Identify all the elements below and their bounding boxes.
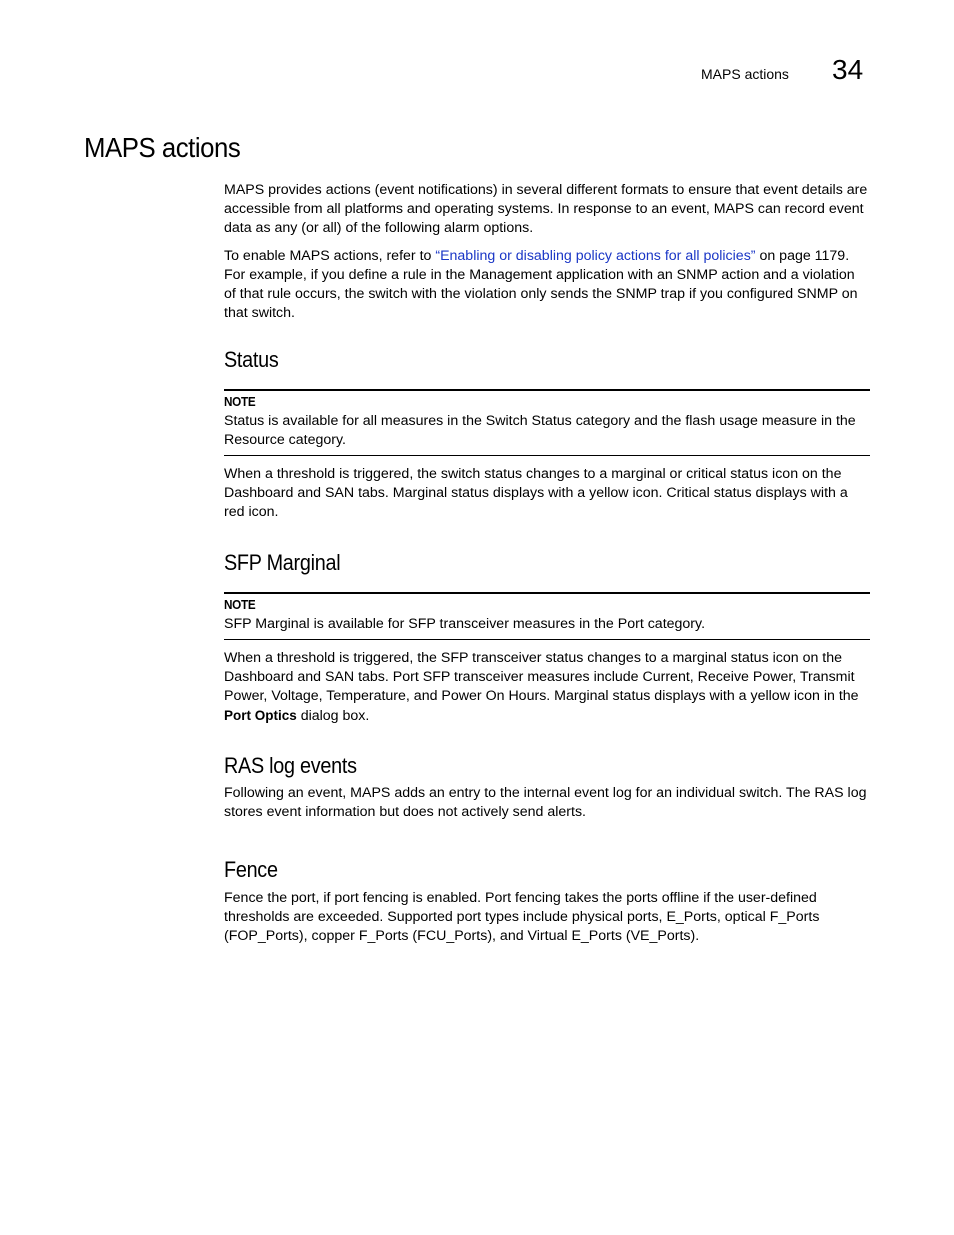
- note-label: NOTE: [224, 597, 256, 612]
- sfp-note: [224, 592, 870, 640]
- sfp-section: [224, 550, 870, 726]
- intro-p2-before: To enable MAPS actions, refer to: [224, 248, 436, 264]
- chapter-number: 34: [832, 54, 864, 85]
- intro-paragraph-2: [224, 247, 870, 323]
- note-label: NOTE: [224, 394, 256, 409]
- fence-heading: Fence: [224, 857, 278, 882]
- sfp-body: [224, 649, 870, 726]
- policy-actions-link[interactable]: “Enabling or disabling policy actions for all policies”: [435, 248, 756, 264]
- sfp-heading: SFP Marginal: [224, 550, 341, 575]
- ras-heading: RAS log events: [224, 753, 357, 778]
- intro-section: [224, 181, 870, 323]
- status-note: [224, 389, 870, 456]
- sfp-body-before: When a threshold is triggered, the SFP transceiver status changes to a marginal status icon on the Dashboard and SAN tabs. Port SFP transceiver measures include Current, Receive Power, Transmit Power, Voltage, Temperature, and Power On Hours. Marginal status displays with a yellow icon in the: [224, 650, 859, 704]
- sfp-body-after: dialog box.: [296, 708, 370, 724]
- port-optics-term: Port Optics: [224, 708, 297, 723]
- status-body: When a threshold is triggered, the switch status changes to a marginal or critical status icon on the Dashboard and SAN tabs. Marginal status displays with a yellow icon. Critical status displays with a red icon.: [224, 466, 848, 520]
- intro-paragraph-1: MAPS provides actions (event notifications) in several different formats to ensure that event details are accessible from all platforms and operating systems. In response to an event, MAPS can record event data as any (or all) of the following alarm options.: [224, 182, 868, 236]
- page-title: MAPS actions: [84, 132, 241, 163]
- fence-section: [224, 857, 870, 946]
- sfp-note-text: SFP Marginal is available for SFP transceiver measures in the Port category.: [224, 616, 706, 632]
- ras-section: [224, 753, 870, 822]
- fence-body: Fence the port, if port fencing is enabled. Port fencing takes the ports offline if the user-defined thresholds are exceeded. Supported port types include physical ports, E_Ports, optical F_Ports (FOP_Ports), copper F_Ports (FCU_Ports), and Virtual E_Ports (VE_Ports).: [224, 890, 820, 944]
- intro-p2-after: on page 1179. For example, if you define a rule in the Management application with an SNMP action and a violation of that rule occurs, the switch with the violation only sends the SNMP trap if you configured SNMP on that switch.: [224, 248, 858, 321]
- running-head: MAPS actions: [701, 66, 789, 82]
- ras-body: Following an event, MAPS adds an entry to the internal event log for an individual switch. The RAS log stores event information but does not actively send alerts.: [224, 785, 867, 820]
- status-note-text: Status is available for all measures in the Switch Status category and the flash usage measure in the Resource category.: [224, 413, 856, 448]
- status-heading: Status: [224, 347, 279, 372]
- status-section: [224, 347, 870, 522]
